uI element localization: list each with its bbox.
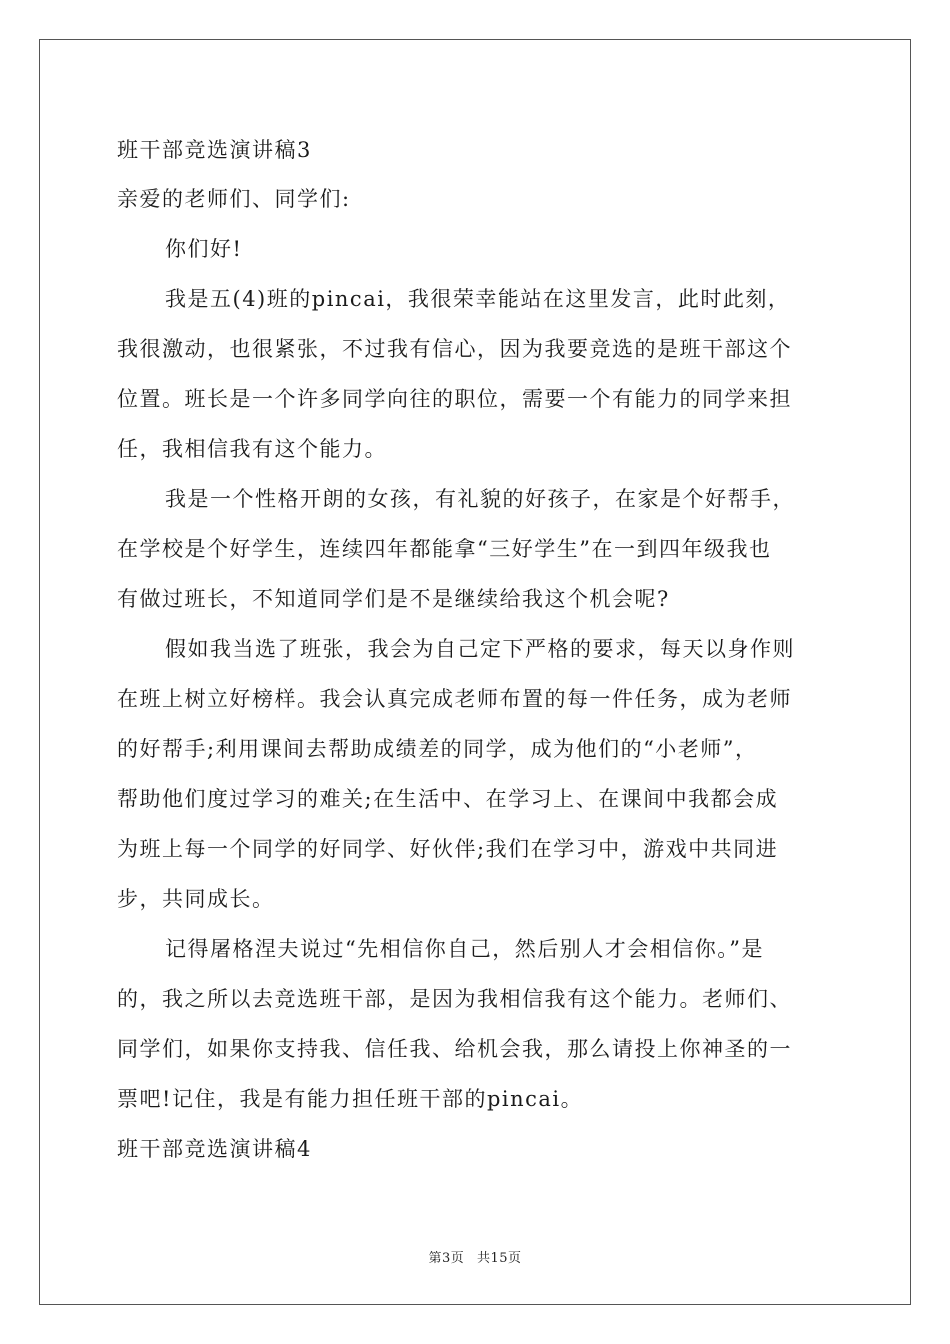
page-footer [0, 1247, 950, 1266]
paragraph-line: 位置。班长是一个许多同学向往的职位，需要一个有能力的同学来担 [117, 387, 792, 411]
paragraph-3 [117, 624, 835, 924]
paragraph-line: 帮助他们度过学习的难关;在生活中、在学习上、在课间中我都会成 [117, 787, 779, 811]
section-heading-3: 班干部竞选演讲稿3 [117, 138, 312, 162]
paragraph-line: 有做过班长，不知道同学们是不是继续给我这个机会呢? [117, 587, 670, 611]
page-number: 第3页 [428, 1251, 465, 1266]
paragraph-line: 在学校是个好学生，连续四年都能拿“三好学生”在一到四年级我也 [117, 537, 772, 561]
paragraph-line: 假如我当选了班张，我会为自己定下严格的要求，每天以身作则 [165, 637, 795, 661]
paragraph-1 [117, 274, 835, 474]
paragraph-line: 票吧!记住，我是有能力担任班干部的pincai。 [117, 1087, 584, 1111]
paragraph-line: 步，共同成长。 [117, 887, 275, 911]
paragraph-line: 的好帮手;利用课间去帮助成绩差的同学，成为他们的“小老师”， [117, 737, 758, 761]
paragraph-line: 我很激动，也很紧张，不过我有信心，因为我要竞选的是班干部这个 [117, 337, 792, 361]
paragraph-line: 的，我之所以去竞选班干部，是因为我相信我有这个能力。老师们、 [117, 987, 792, 1011]
document-body [117, 126, 835, 1174]
paragraph-line: 为班上每一个同学的好同学、好伙伴;我们在学习中，游戏中共同进 [117, 837, 779, 861]
paragraph-2 [117, 474, 835, 624]
paragraph-line: 在班上树立好榜样。我会认真完成老师布置的每一件任务，成为老师 [117, 687, 792, 711]
paragraph-line: 记得屠格涅夫说过“先相信你自己，然后别人才会相信你。”是 [165, 937, 764, 961]
hello-line: 你们好! [165, 237, 243, 261]
page-total: 共15页 [476, 1251, 522, 1266]
paragraph-line: 我是一个性格开朗的女孩，有礼貌的好孩子，在家是个好帮手， [165, 487, 795, 511]
paragraph-line: 任，我相信我有这个能力。 [117, 437, 387, 461]
paragraph-4 [117, 924, 835, 1124]
paragraph-line: 同学们，如果你支持我、信任我、给机会我，那么请投上你神圣的一 [117, 1037, 792, 1061]
section-heading-4: 班干部竞选演讲稿4 [117, 1137, 312, 1161]
greeting: 亲爱的老师们、同学们: [117, 187, 351, 211]
paragraph-line: 我是五(4)班的pincai，我很荣幸能站在这里发言，此时此刻， [165, 287, 791, 311]
